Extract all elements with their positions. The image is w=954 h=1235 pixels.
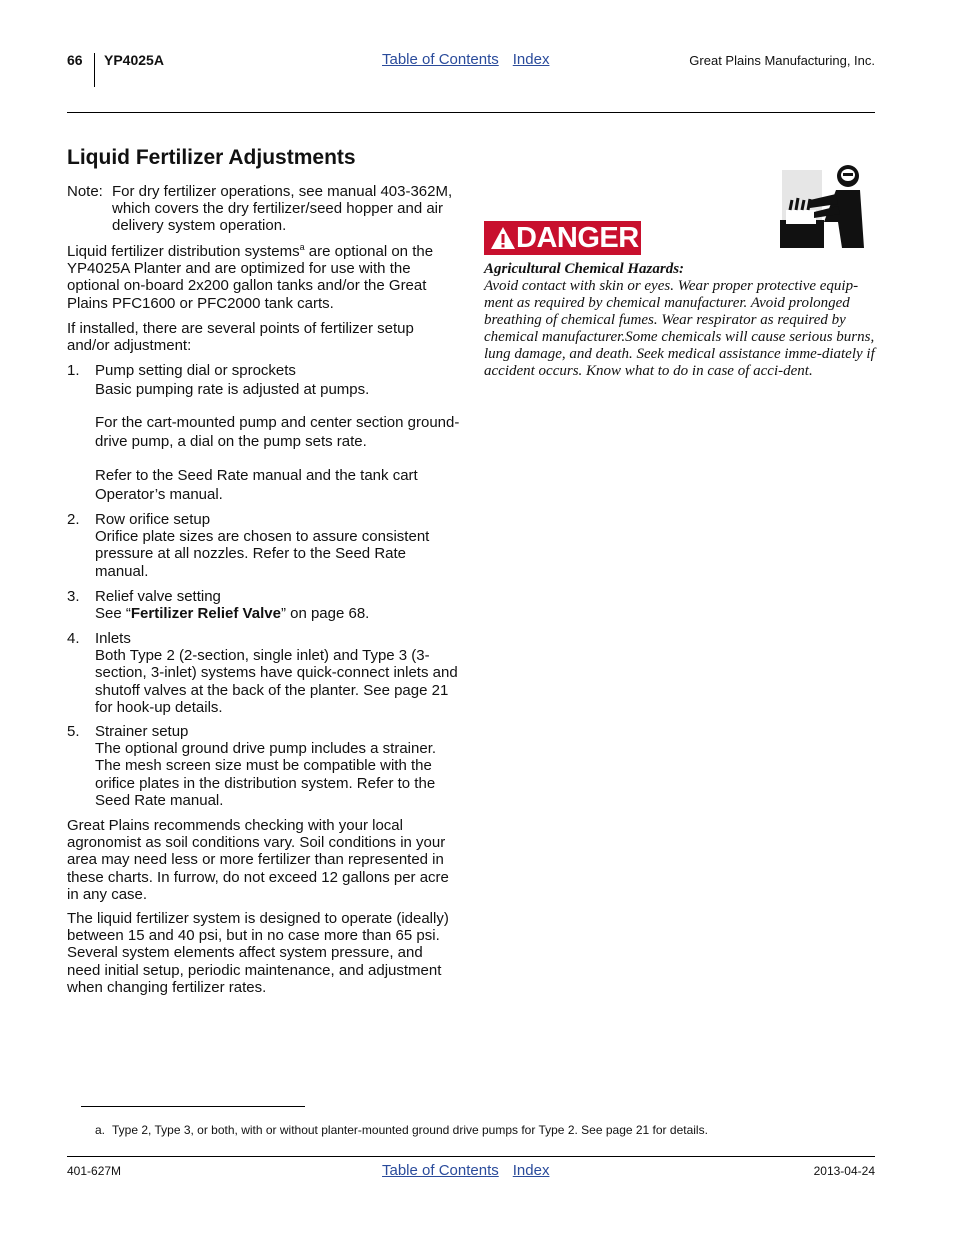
pressure-paragraph: The liquid fertilizer system is designed to operate (ideally) between 15 and 40 psi, but in no case more than 65 psi. Several system elements affect system pressure, and need initial setup, periodic maintenance, and adjustment when changing fertilizer rates.: [67, 910, 449, 996]
setup-paragraph: If installed, there are several points of fertilizer setup and/or adjustment:: [67, 320, 414, 355]
list-item-title: Inlets: [95, 630, 131, 647]
list-item: [95, 588, 460, 622]
header-toc-link[interactable]: Table of Contents: [382, 51, 499, 68]
list-item-number: 3.: [67, 588, 80, 605]
list-item-text: Refer to the Seed Rate manual and the tank cart Operator’s manual.: [95, 467, 418, 504]
warning-text: Avoid contact with skin or eyes. Wear proper protective equip-ment as required by chemical manufacturer. Avoid prolonged breathing of chemical fumes. Wear respirator as required by chemical manufacturer.Some chemicals will cause serious burns, lung damage, and death. Seek medical assistance imme-diately if accident occurs. Know what to do in case of acci-dent.: [484, 278, 875, 379]
footnote-text: Type 2, Type 3, or both, with or without planter-mounted ground drive pumps for Type 2. See page 21 for details.: [112, 1123, 708, 1137]
list-item-text: [95, 605, 460, 622]
footnote-ref[interactable]: a: [299, 242, 305, 252]
chemical-hazard-figure-icon: [780, 162, 864, 250]
danger-label: DANGER: [516, 221, 639, 254]
publication-date: 2013-04-24: [813, 1164, 875, 1178]
warning-title: Agricultural Chemical Hazards:: [484, 261, 685, 277]
section-title: Liquid Fertilizer Adjustments: [67, 146, 356, 169]
danger-signal-box: [484, 221, 641, 255]
cross-reference-link[interactable]: Fertilizer Relief Valve: [130, 605, 281, 623]
list-item-number: 5.: [67, 723, 80, 740]
footer-rule: [67, 1156, 875, 1157]
model-name: YP4025A: [104, 52, 164, 68]
header-rule: [67, 112, 875, 113]
footnote-rule: [81, 1106, 305, 1107]
list-item-text: Basic pumping rate is adjusted at pumps.: [95, 381, 370, 399]
header-index-link[interactable]: Index: [512, 51, 550, 68]
list-item-number: 1.: [67, 362, 80, 379]
list-item: [95, 362, 460, 504]
list-item-text: For the cart-mounted pump and center section ground-drive pump, a dial on the pump sets rate.: [95, 414, 460, 451]
list-item: [95, 630, 460, 716]
page-number: 66: [67, 52, 83, 68]
list-item-number: 4.: [67, 630, 80, 647]
intro-paragraph: [67, 243, 459, 312]
note-text: For dry fertilizer operations, see manual 403-362M, which covers the dry fertilizer/seed hopper and air delivery system operation.: [112, 183, 453, 235]
list-item-title: Relief valve setting: [95, 588, 221, 605]
list-item-title: Row orifice setup: [95, 511, 211, 528]
list-item: [95, 723, 460, 809]
ref-suffix: ” on page 68.: [280, 605, 370, 623]
list-item-title: Pump setting dial or sprockets: [95, 362, 296, 379]
header-divider: [94, 53, 95, 87]
company-name: Great Plains Manufacturing, Inc.: [689, 53, 875, 68]
list-item-text: Orifice plate sizes are chosen to assure consistent pressure at all nozzles. Refer to the Seed Rate manual.: [95, 528, 430, 580]
document-number: 401-627M: [67, 1164, 122, 1178]
agronomist-paragraph: Great Plains recommends checking with your local agronomist as soil conditions vary. Soil conditions in your area may need less or more fertilizer than represented in these charts. In furrow, do not exceed 12 gallons per acre in any case.: [67, 817, 449, 903]
list-item-number: 2.: [67, 511, 80, 528]
list-item: [95, 511, 460, 580]
note-label: Note:: [67, 183, 103, 200]
alert-triangle-icon: [490, 226, 516, 250]
footer-index-link[interactable]: Index: [512, 1162, 550, 1179]
footnote-mark: a.: [95, 1123, 106, 1137]
intro-text-a: Liquid fertilizer distribution systems: [67, 243, 300, 260]
footer-nav: [382, 1162, 549, 1180]
ref-prefix: See “: [95, 605, 131, 623]
list-item-text: Both Type 2 (2-section, single inlet) and Type 3 (3-section, 3-inlet) systems have quick-connect inlets and shutoff valves at the back of the planter. See page 21 for hook-up details.: [95, 647, 458, 716]
footer-toc-link[interactable]: Table of Contents: [382, 1162, 499, 1179]
intro-text-b: are optional on the YP4025A Planter and are optimized for use with the optional on-board 2x200 gallon tanks and/or the Great Plains PFC1600 or PFC2000 tank carts.: [67, 243, 434, 312]
list-item-text: The optional ground drive pump includes a strainer. The mesh screen size must be compatible with the orifice plates in the distribution system. Refer to the Seed Rate manual.: [95, 740, 437, 809]
list-item-title: Strainer setup: [95, 723, 189, 740]
header-nav: [382, 51, 549, 69]
